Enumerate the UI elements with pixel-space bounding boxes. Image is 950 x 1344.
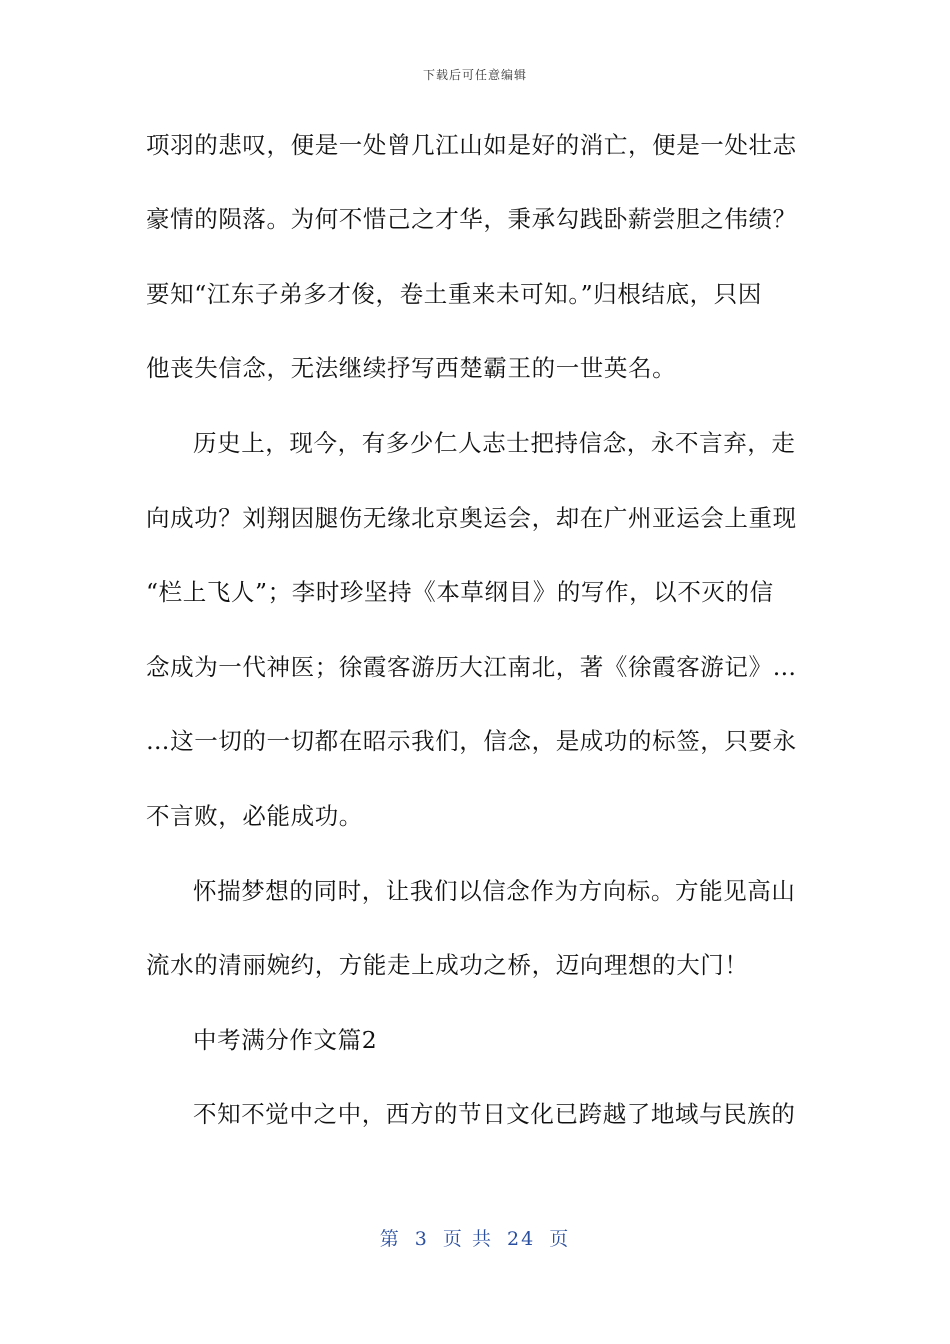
text-line-8: 念成为一代神医；徐霞客游历大江南北，著《徐霞客游记》… <box>146 653 797 681</box>
text-line-3: 要知“江东子弟多才俊，卷土重来未可知。”归根结底，只因 <box>146 280 762 308</box>
text-line-5: 历史上，现今，有多少仁人志士把持信念，永不言弃，走 <box>193 429 796 457</box>
page-header: 下载后可任意编辑 <box>422 68 527 82</box>
text-line-9: …这一切的一切都在昭示我们，信念，是成功的标签，只要永 <box>146 727 797 755</box>
footer-prefix: 第 <box>379 1228 401 1250</box>
text-line-6: 向成功？刘翔因腿伤无缘北京奥运会，却在广州亚运会上重现 <box>146 504 797 532</box>
footer-total-pages: 24 <box>507 1228 536 1250</box>
footer-page-number: 3 <box>414 1228 429 1250</box>
text-line-2: 豪情的陨落。为何不惜己之才华，秉承勾践卧薪尝胆之伟绩？ <box>146 205 797 233</box>
text-line-14: 不知不觉中之中，西方的节日文化已跨越了地域与民族的 <box>193 1100 796 1128</box>
text-line-11: 怀揣梦想的同时，让我们以信念作为方向标。方能见高山 <box>193 877 796 905</box>
page-footer <box>0 1224 950 1251</box>
footer-suffix: 页 <box>549 1228 571 1250</box>
text-line-1: 项羽的悲叹，便是一处曾几江山如是好的消亡，便是一处壮志 <box>146 131 797 159</box>
section-heading: 中考满分作文篇2 <box>193 1026 378 1054</box>
text-line-10: 不言败，必能成功。 <box>146 802 363 830</box>
text-line-4: 他丧失信念，无法继续抒写西楚霸王的一世英名。 <box>146 354 677 382</box>
text-line-12: 流水的清丽婉约，方能走上成功之桥，迈向理想的大门！ <box>146 951 749 979</box>
footer-middle: 页 共 <box>442 1228 493 1250</box>
text-line-7: “栏上飞人”；李时珍坚持《本草纲目》的写作，以不灭的信 <box>146 578 774 606</box>
